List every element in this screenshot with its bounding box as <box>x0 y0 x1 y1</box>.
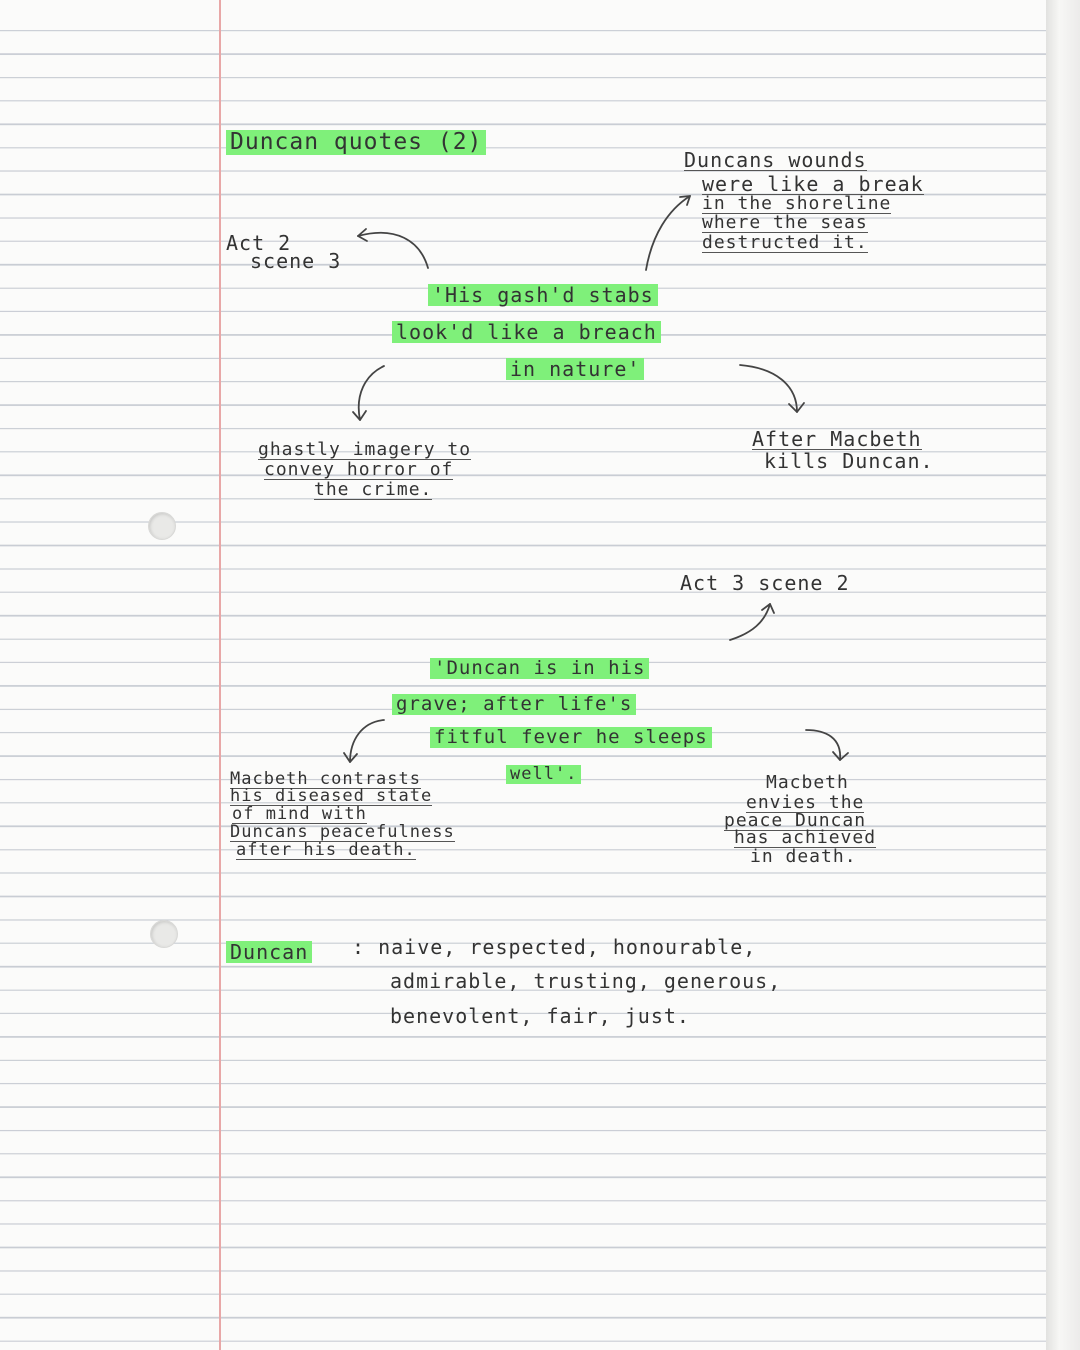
note-left-line: ghastly imagery to <box>258 439 472 460</box>
act-label-1: Act 2 <box>226 231 292 255</box>
quote-line: fitful fever he sleeps <box>430 727 712 748</box>
punch-hole-2 <box>150 920 178 948</box>
note-right-line: Macbeth <box>766 772 849 793</box>
note-left-line: the crime. <box>314 479 433 500</box>
note-top-right-line: destructed it. <box>702 232 868 253</box>
note-left-line: of mind with <box>232 804 367 824</box>
note-right-line: envies the <box>746 792 865 813</box>
note-top-right-line: were like a break <box>702 172 924 196</box>
note-right-line: After Macbeth <box>752 427 922 451</box>
scene-label-1: scene 3 <box>250 249 342 273</box>
traits-line: admirable, trusting, generous, <box>390 969 782 993</box>
traits-line: benevolent, fair, just. <box>390 1004 690 1028</box>
note-left-line: Duncans peacefulness <box>230 822 455 842</box>
traits-line: : naive, respected, honourable, <box>352 935 757 959</box>
note-top-right-line: where the seas <box>702 212 868 233</box>
act-scene-label-2: Act 3 scene 2 <box>680 571 850 595</box>
quote-line: in nature' <box>506 358 644 380</box>
quote-line: 'Duncan is in his <box>430 658 649 679</box>
punch-hole-1 <box>148 512 176 540</box>
note-right-line: kills Duncan. <box>764 449 934 473</box>
note-right-line: in death. <box>750 846 857 867</box>
note-left-line: his diseased state <box>230 786 433 806</box>
traits-label: Duncan <box>226 941 312 963</box>
quote-line: well'. <box>506 765 581 784</box>
note-left-line: after his death. <box>236 840 416 860</box>
note-top-right-line: in the shoreline <box>702 193 892 214</box>
quote-line: grave; after life's <box>392 694 636 715</box>
quote-line: look'd like a breach <box>392 321 661 343</box>
page-title: Duncan quotes (2) <box>226 130 486 155</box>
note-right-line: peace Duncan <box>724 810 867 831</box>
quote-line: 'His gash'd stabs <box>428 284 658 306</box>
page-edge <box>1046 0 1080 1350</box>
note-left-line: Macbeth contrasts <box>230 769 421 789</box>
margin-line <box>219 0 221 1350</box>
note-top-right-line: Duncans wounds <box>684 148 867 172</box>
note-right-line: has achieved <box>734 827 877 848</box>
note-left-line: convey horror of <box>264 459 454 480</box>
